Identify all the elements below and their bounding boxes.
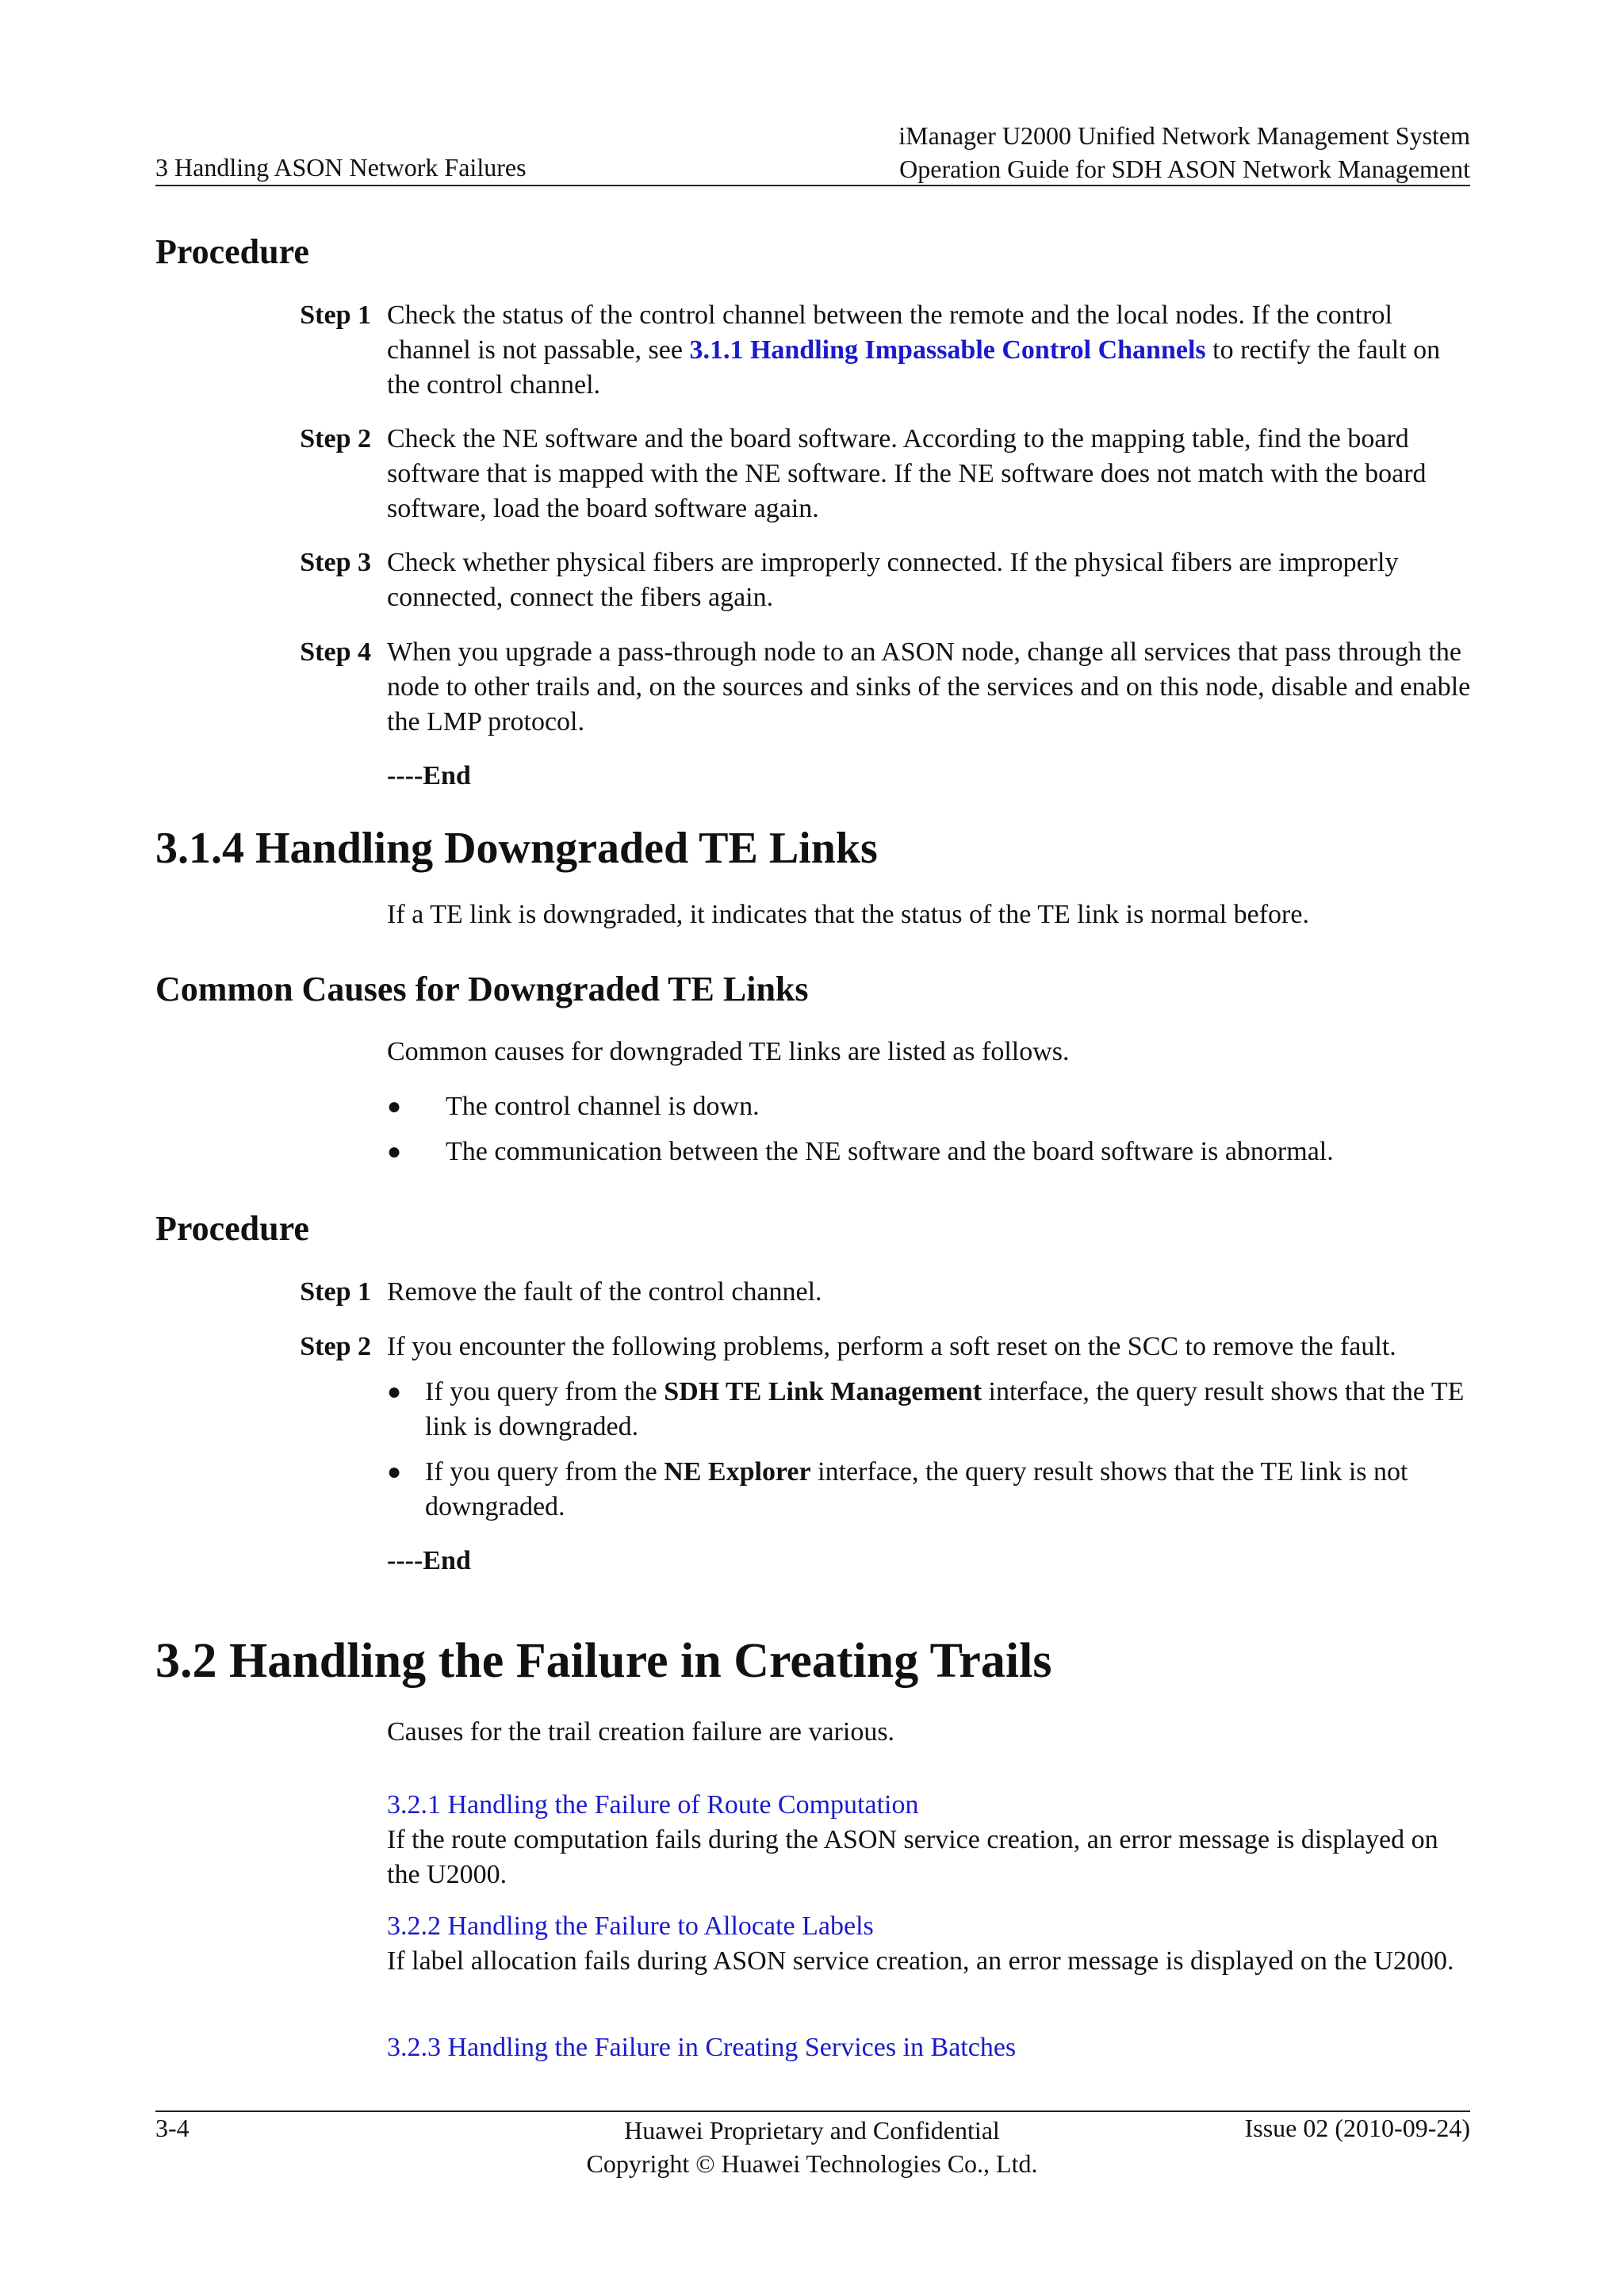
toc-entry: [387, 1788, 1473, 1892]
list-item: [425, 1375, 1473, 1445]
list-item: The communication between the NE software and the board software is abnormal.: [446, 1137, 1334, 1166]
list-item-text: interface, the query result shows that the TE link is downgraded.: [425, 1377, 1465, 1441]
procedure-end-marker: ----End: [387, 761, 471, 790]
step-label: Step 2: [300, 1332, 371, 1361]
step-label: Step 2: [300, 424, 371, 453]
running-header-right: [898, 119, 1470, 186]
toc-entry: [387, 1909, 1473, 1979]
section-intro: Causes for the trail creation failure are various.: [387, 1717, 895, 1747]
bullet-icon: ●: [387, 1379, 402, 1405]
ui-term: SDH TE Link Management: [664, 1377, 982, 1406]
step-text-part: to rectify the fault on the control channel.: [387, 335, 1441, 400]
footer-divider: [155, 2110, 1470, 2112]
procedure-end-marker: ----End: [387, 1546, 471, 1575]
ui-term: NE Explorer: [664, 1457, 811, 1487]
step-text: When you upgrade a pass-through node to an ASON node, change all services that pass through the node to other trails and, on the sources and sinks of the services and on this node, disable and enable the LMP protocol.: [387, 637, 1471, 737]
bullet-icon: ●: [387, 1459, 402, 1485]
list-item-text: If you query from the: [425, 1377, 665, 1406]
footer-center: [495, 2114, 1129, 2180]
toc-link-services-in-batches[interactable]: 3.2.3 Handling the Failure in Creating Services in Batches: [387, 2033, 1017, 2062]
step-text: [387, 298, 1473, 403]
list-item: [425, 1455, 1473, 1525]
toc-entry: [387, 2030, 1473, 2065]
header-product-title: iManager U2000 Unified Network Management System: [898, 121, 1470, 150]
header-divider: [155, 185, 1470, 186]
toc-description: If the route computation fails during the ASON service creation, an error message is displayed on the U2000.: [387, 1825, 1438, 1889]
step-text: Check the NE software and the board software. According to the mapping table, find the board software that is mapped with the NE software. If the NE software does not match with the board software, load the board software again.: [387, 424, 1427, 523]
page-number: 3-4: [155, 2114, 190, 2142]
step-label: Step 1: [300, 300, 371, 330]
list-item-text: If you query from the: [425, 1457, 665, 1487]
list-item-text: interface, the query result shows that the TE link is not downgraded.: [425, 1457, 1408, 1521]
procedure-heading: Procedure: [155, 232, 309, 271]
step-label: Step 4: [300, 637, 371, 667]
step-text: If you encounter the following problems, perform a soft reset on the SCC to remove the fault.: [387, 1332, 1396, 1361]
toc-link-allocate-labels[interactable]: 3.2.2 Handling the Failure to Allocate Labels: [387, 1911, 874, 1941]
header-guide-title: Operation Guide for SDH ASON Network Management: [899, 155, 1470, 183]
running-header-chapter: 3 Handling ASON Network Failures: [155, 153, 527, 182]
bullet-icon: ●: [387, 1093, 402, 1119]
section-intro: If a TE link is downgraded, it indicates that the status of the TE link is normal before.: [387, 900, 1309, 929]
subsection-heading: Common Causes for Downgraded TE Links: [155, 970, 809, 1008]
step-label: Step 3: [300, 548, 371, 577]
issue-date: Issue 02 (2010-09-24): [1244, 2114, 1470, 2142]
toc-link-route-computation[interactable]: 3.2.1 Handling the Failure of Route Computation: [387, 1790, 919, 1820]
xref-link-impassable-control-channels[interactable]: 3.1.1 Handling Impassable Control Channels: [689, 335, 1206, 365]
section-heading: 3.2 Handling the Failure in Creating Trails: [155, 1634, 1052, 1688]
footer-confidential: Huawei Proprietary and Confidential: [624, 2116, 1000, 2145]
toc-description: If label allocation fails during ASON service creation, an error message is displayed on the U2000.: [387, 1946, 1454, 1976]
section-heading: 3.1.4 Handling Downgraded TE Links: [155, 824, 878, 873]
procedure-heading: Procedure: [155, 1209, 309, 1248]
causes-intro: Common causes for downgraded TE links are listed as follows.: [387, 1037, 1070, 1066]
step-text: Check whether physical fibers are improperly connected. If the physical fibers are improperly connected, connect the fibers again.: [387, 548, 1399, 612]
step-label: Step 1: [300, 1277, 371, 1307]
bullet-icon: ●: [387, 1138, 402, 1165]
footer-copyright: Copyright © Huawei Technologies Co., Ltd.: [586, 2149, 1038, 2178]
step-text: Remove the fault of the control channel.: [387, 1277, 822, 1307]
list-item: The control channel is down.: [446, 1092, 760, 1121]
step-text-part: Check the status of the control channel between the remote and the local nodes. If the control channel is not passable, see: [387, 300, 1392, 365]
